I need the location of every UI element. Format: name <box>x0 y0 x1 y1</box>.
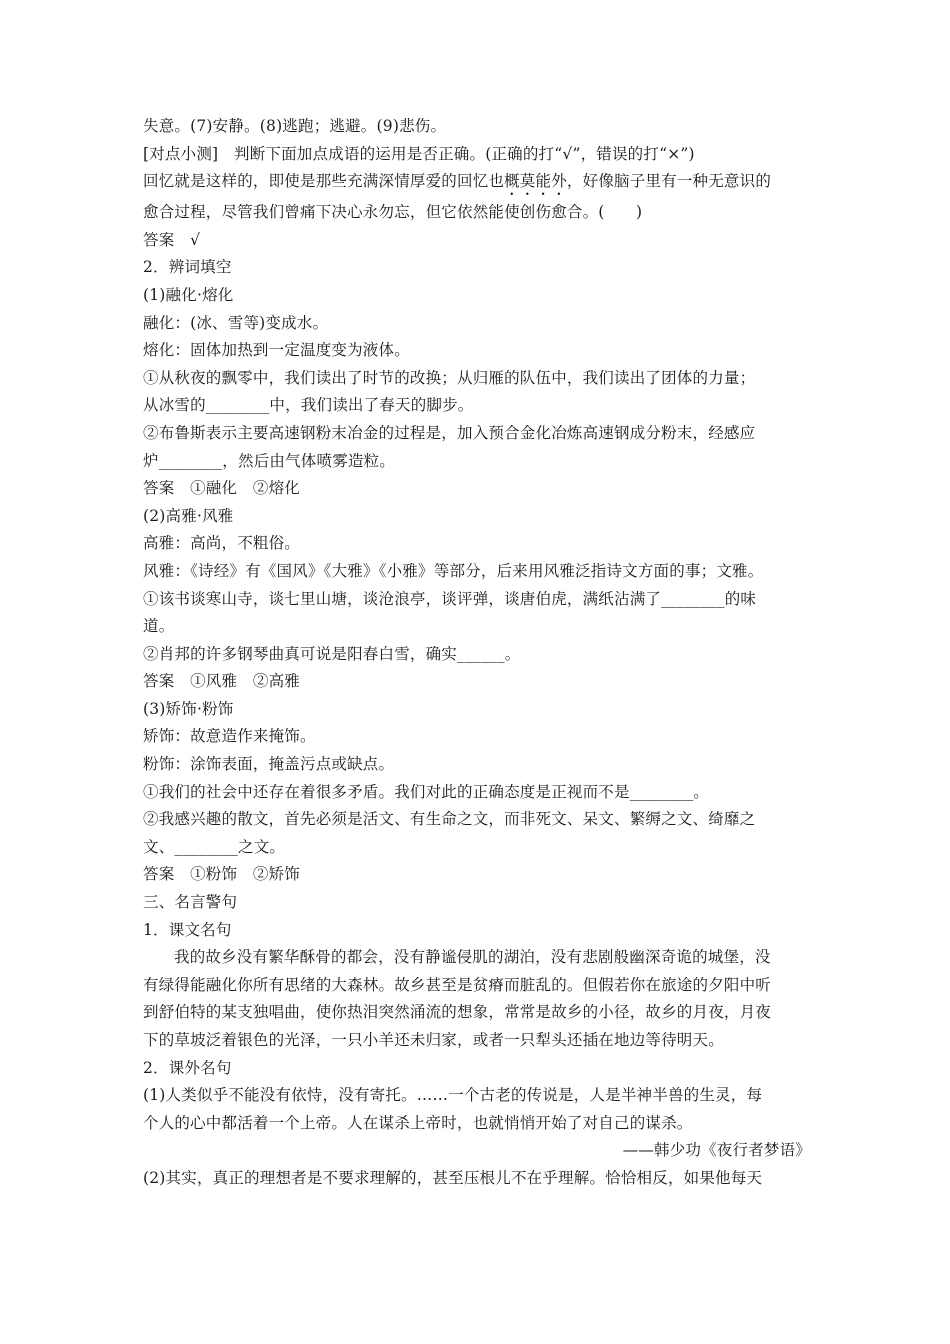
text-line: 道。 <box>143 617 175 636</box>
text-line: 答案 ①融化 ②熔化 <box>143 479 301 498</box>
text-line <box>143 168 811 199</box>
text-line: ②肖邦的许多钢琴曲真可说是阳春白雪，确实______。 <box>143 644 521 663</box>
text-line: 答案 ①风雅 ②高雅 <box>143 672 301 691</box>
text-segment: 回忆就是这样的，即使是那些充满深情厚爱的回忆也 <box>143 172 505 191</box>
text-segment: ，好像脑子里有一种无意识的 <box>566 172 772 191</box>
text-line: 到舒伯特的某支独唱曲，使你热泪突然涌流的想象，常常是故乡的小径，故乡的月夜，月夜 <box>143 1003 772 1022</box>
text-line: 2．辨词填空 <box>143 258 232 277</box>
text-line: (1)融化·熔化 <box>143 285 234 304</box>
text-line: 我的故乡没有繁华酥骨的都会，没有静谧侵肌的湖泊，没有悲剧般幽深奇诡的城堡，没 <box>174 948 771 967</box>
text-line: 炉________，然后由气体喷雾造粒。 <box>143 451 396 470</box>
text-line: 三、名言警句 <box>143 893 238 912</box>
text-line: ②布鲁斯表示主要高速钢粉末冶金的过程是，加入预合金化冶炼高速钢成分粉末，经感应 <box>143 423 756 442</box>
text-line: [对点小测] 判断下面加点成语的运用是否正确。(正确的打“√”，错误的打“×”) <box>143 144 695 163</box>
text-line: 1．课文名句 <box>143 920 232 939</box>
text-line: 粉饰：涂饰表面，掩盖污点或缺点。 <box>143 755 395 774</box>
text-line: 个人的心中都活着一个上帝。人在谋杀上帝时，也就悄悄开始了对自己的谋杀。 <box>143 1113 693 1132</box>
text-line: 2．课外名句 <box>143 1058 232 1077</box>
text-line: 答案 ①粉饰 ②矫饰 <box>143 865 301 884</box>
text-line: 下的草坡泛着银色的光泽，一只小羊还未归家，或者一只犁头还插在地边等待明天。 <box>143 1031 724 1049</box>
text-line: 融化：(冰、雪等)变成水。 <box>143 313 329 332</box>
text-line: ①该书谈寒山寺，谈七里山塘，谈沧浪亭，谈评弹，谈唐伯虎，满纸沾满了________的味 <box>143 589 757 608</box>
text-line: 从冰雪的________中，我们读出了春天的脚步。 <box>143 396 474 415</box>
dotted-idiom: 概莫能外 <box>504 172 567 191</box>
text-line: 高雅：高尚，不粗俗。 <box>143 534 301 553</box>
text-line: 失意。(7)安静。(8)逃跑；逃避。(9)悲伤。 <box>143 117 447 135</box>
text-line: ①我们的社会中还存在着很多矛盾。我们对此的正确态度是正视而不是________。 <box>143 782 710 801</box>
text-line: 答案 √ <box>143 230 201 249</box>
text-line: 风雅：《诗经》有《国风》《大雅》《小雅》等部分，后来用风雅泛指诗文方面的事；文雅。 <box>143 561 764 580</box>
text-line: 有绿得能融化你所有思绪的大森林。故乡甚至是贫瘠而脏乱的。但假若你在旅途的夕阳中听 <box>143 975 772 994</box>
text-line: (2)高雅·风雅 <box>143 506 234 525</box>
text-line: (2)其实，真正的理想者是不要求理解的，甚至压根儿不在乎理解。恰恰相反，如果他每天 <box>143 1168 763 1187</box>
text-line: 文、________之文。 <box>143 837 286 856</box>
document-page <box>143 113 811 1193</box>
text-line: 熔化：固体加热到一定温度变为液体。 <box>143 341 410 360</box>
text-line: (3)矫饰·粉饰 <box>143 699 234 718</box>
text-line: (1)人类似乎不能没有依恃，没有寄托。……一个古老的传说是，人是半神半兽的生灵，每 <box>143 1086 763 1105</box>
text-line: ——韩少功《夜行者梦语》 <box>622 1141 811 1160</box>
text-line: 矫饰：故意造作来掩饰。 <box>143 727 316 746</box>
text-line: ①从秋夜的飘零中，我们读出了时节的改换；从归雁的队伍中，我们读出了团体的力量； <box>143 368 756 387</box>
text-line: ②我感兴趣的散文，首先必须是活文、有生命之文，而非死文、呆文、繁缛之文、绮靡之 <box>143 810 756 829</box>
text-line: 愈合过程，尽管我们曾痛下决心永勿忘，但它依然能使创伤愈合。( ) <box>143 203 643 222</box>
